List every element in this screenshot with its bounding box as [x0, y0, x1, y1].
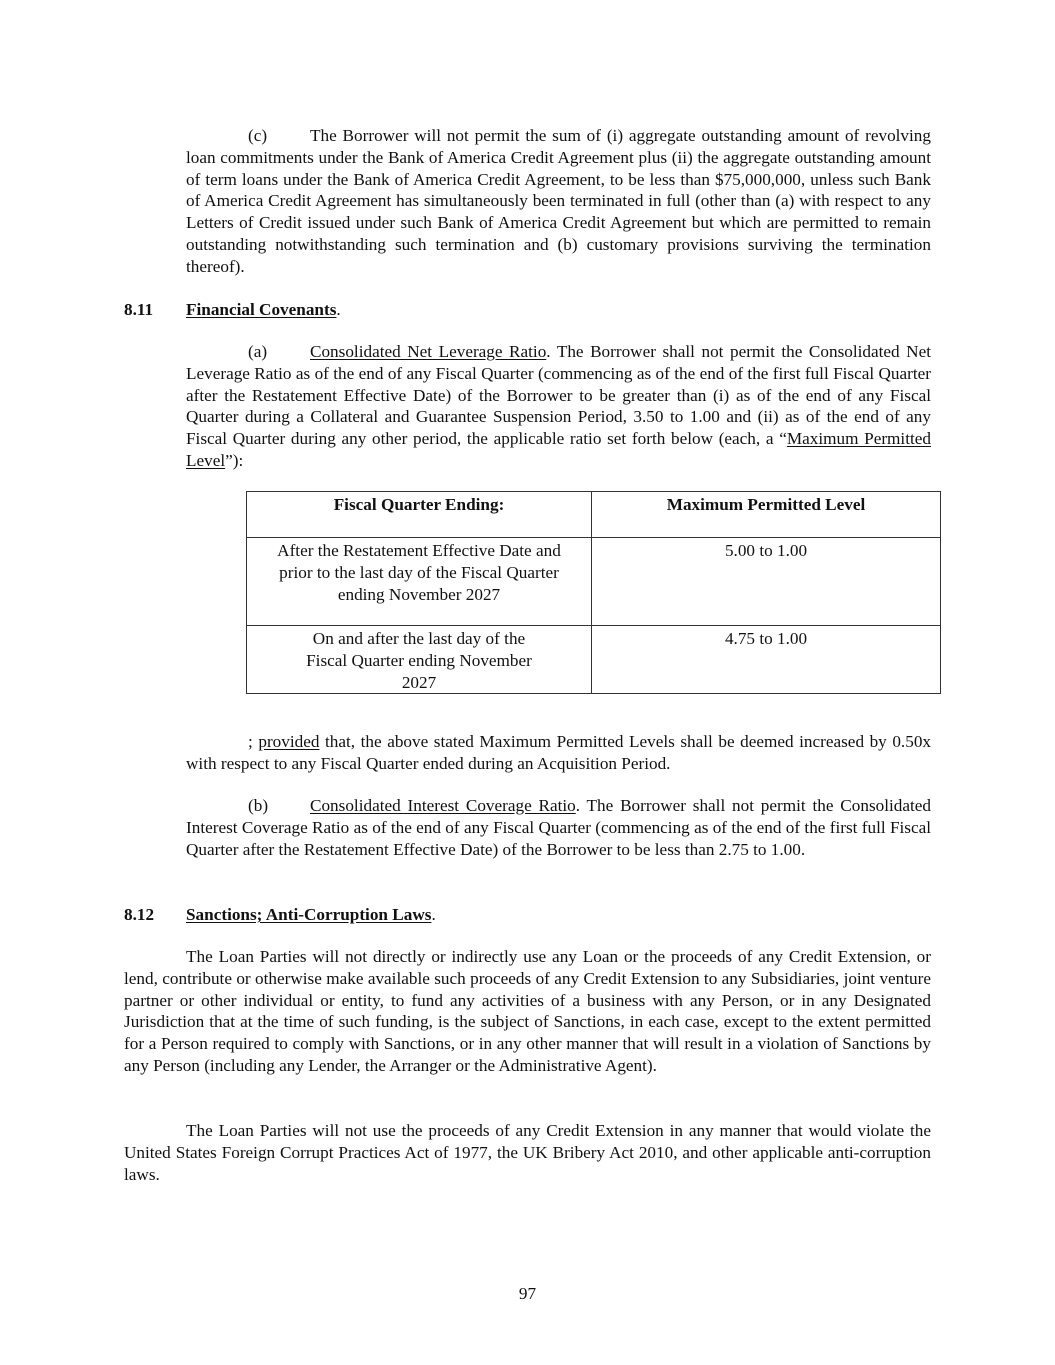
proviso-lead: ; [248, 732, 259, 751]
table-row [247, 626, 941, 694]
page-number: 97 [518, 1284, 537, 1303]
paragraph-b-title: Consolidated Interest Coverage Ratio [310, 796, 576, 815]
paragraph-a-label: (a) [248, 342, 268, 361]
section-title-period: . [336, 300, 341, 319]
section-title-period: . [431, 905, 436, 924]
table-header-row [247, 492, 941, 538]
paragraph-c-label: (c) [248, 126, 268, 145]
table-cell [247, 538, 592, 626]
paragraph-a-title: Consolidated Net Leverage Ratio [310, 342, 547, 361]
sanctions-paragraph-2 [124, 1120, 931, 1185]
paragraph-a-text: . The Borrower shall not permit the Consolidated Net Leverage Ratio as of the end of any Fiscal Quarter (commencing as of the end of the first full Fiscal Quarter after the Restatement Effective Date) of the Borrower to be greater than (i) as of the end of any Fiscal Quarter during a Collateral and Guarantee Suspension Period, 3.50 to 1.00 and (ii) as of the end of any Fiscal Quarter during any other period, the applicable ratio set forth below (each, a “ [186, 342, 931, 449]
sanctions-paragraph-1 [124, 946, 931, 1077]
table-cell: 5.00 to 1.00 [592, 538, 941, 626]
paragraph-b-text: . The Borrower shall not permit the Consolidated Interest Coverage Ratio as of the end of any Fiscal Quarter (commencing as of the end of the first full Fiscal Quarter after the Restatement Effective Date) of the Borrower to be less than 2.75 to 1.00. [186, 796, 931, 859]
proviso-paragraph [186, 731, 931, 775]
leverage-table [246, 491, 941, 694]
section-title: Sanctions; Anti-Corruption Laws [186, 905, 432, 924]
paragraph-b-label: (b) [248, 796, 269, 815]
table-cell-text: On and after the last day of the Fiscal Quarter ending November 2027 [306, 629, 532, 692]
paragraph-c [186, 125, 931, 278]
proviso-term: provided [258, 732, 320, 751]
paragraph-b [186, 795, 931, 860]
section-8-11-heading [124, 299, 341, 321]
table-header-cell: Maximum Permitted Level [592, 492, 941, 538]
sanctions-text-2: The Loan Parties will not use the proceeds of any Credit Extension in any manner that would violate the United States Foreign Corrupt Practices Act of 1977, the UK Bribery Act 2010, and other applicable anti-corruption laws. [124, 1121, 931, 1184]
paragraph-a-tail: ”): [225, 450, 244, 470]
table-header-cell: Fiscal Quarter Ending: [247, 492, 592, 538]
table-row [247, 538, 941, 626]
paragraph-a [186, 341, 931, 472]
section-title: Financial Covenants [186, 300, 337, 319]
section-number: 8.12 [124, 905, 155, 924]
section-number: 8.11 [124, 300, 154, 319]
table-cell-text: After the Restatement Effective Date and prior to the last day of the Fiscal Quarter ending November 2027 [277, 541, 561, 604]
paragraph-c-text: The Borrower will not permit the sum of (i) aggregate outstanding amount of revolving loan commitments under the Bank of America Credit Agreement plus (ii) the aggregate outstanding amount of term loans under the Bank of America Credit Agreement, to be less than $75,000,000, unless such Bank of America Credit Agreement has simultaneously been terminated in full (other than (a) with respect to any Letters of Credit issued under such Bank of America Credit Agreement but which are permitted to remain outstanding notwithstanding such termination and (b) customary provisions surviving the termination thereof). [186, 126, 931, 276]
section-8-12-heading [124, 904, 436, 926]
sanctions-text-1: The Loan Parties will not directly or indirectly use any Loan or the proceeds of any Credit Extension, or lend, contribute or otherwise make available such proceeds of any Credit Extension to any Subsidiaries, joint venture partner or other individual or entity, to fund any activities of a business with any Person, or in any Designated Jurisdiction that at the time of such funding, is the subject of Sanctions, in each case, except to the extent permitted for a Person required to comply with Sanctions, or in any other manner that will result in a violation of Sanctions by any Person (including any Lender, the Arranger or the Administrative Agent). [124, 947, 931, 1075]
defined-term: Maximum Permitted Level [186, 429, 931, 470]
proviso-text: that, the above stated Maximum Permitted Levels shall be deemed increased by 0.50x with respect to any Fiscal Quarter ended during an Acquisition Period. [186, 732, 932, 773]
table-cell [247, 626, 592, 694]
table-cell: 4.75 to 1.00 [592, 626, 941, 694]
